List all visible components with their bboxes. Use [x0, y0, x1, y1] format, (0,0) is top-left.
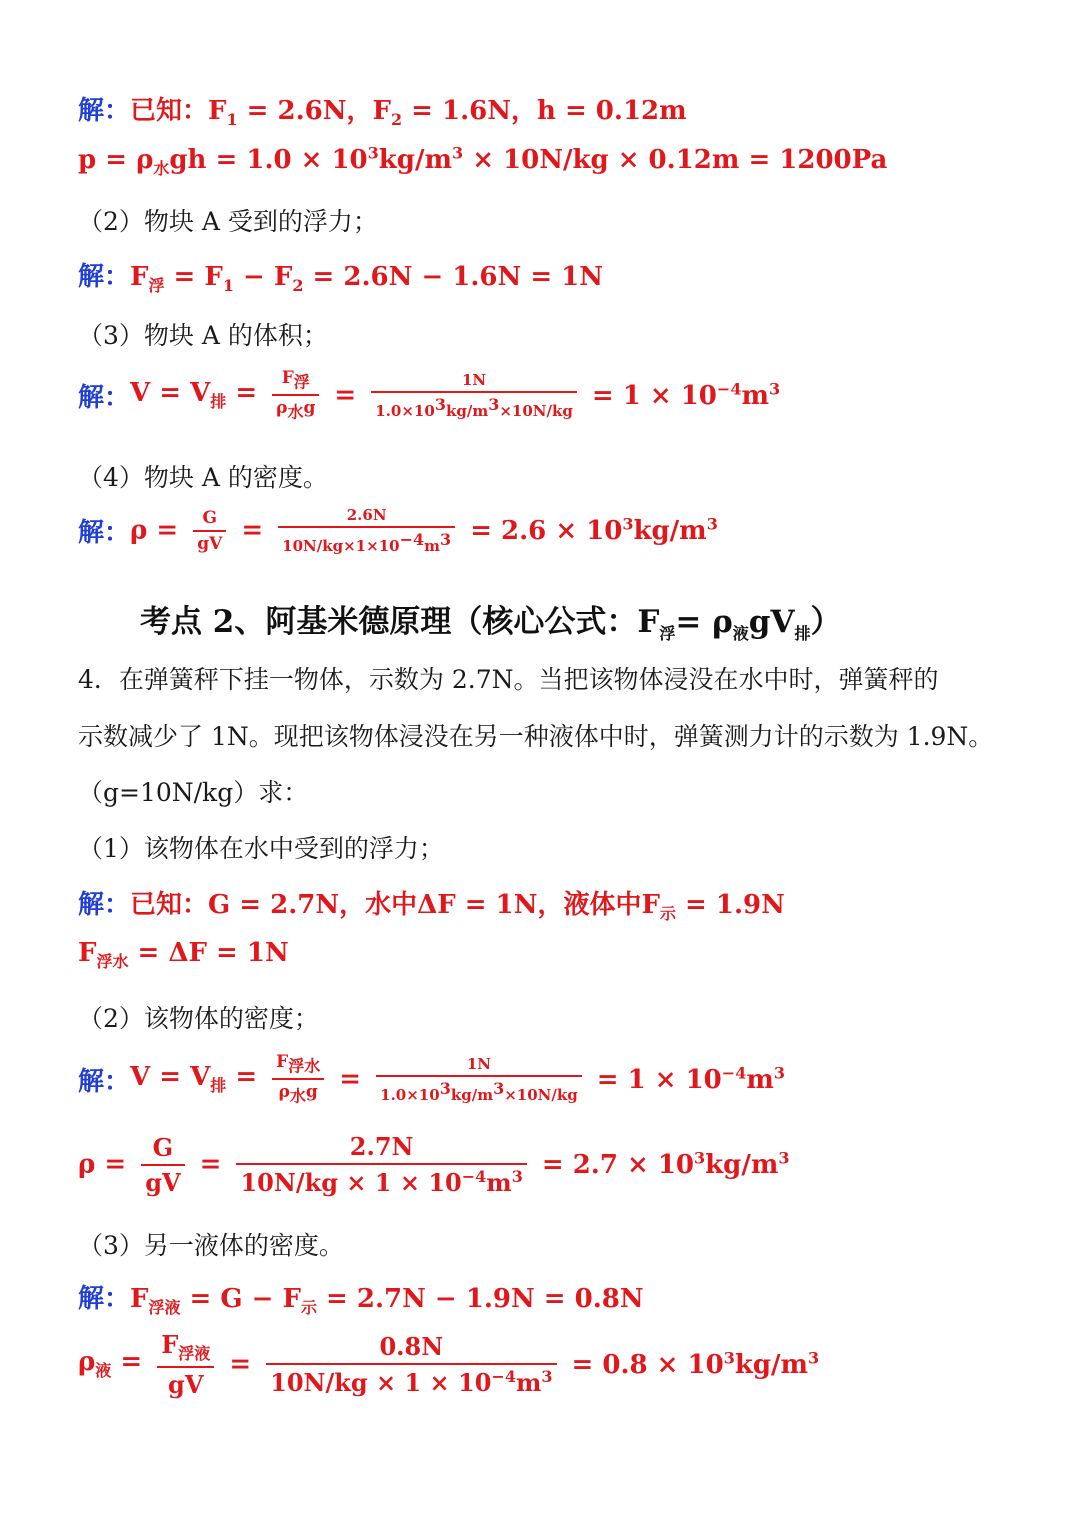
question-4-1: （1）该物体在水中受到的浮力； — [78, 834, 444, 863]
volume-formula: 解：$V = V_排$ = $\frac{F_浮}{\rho_水g}$ = $\frac{1N}{1.0\times 10^3kg/m^3\times 10N/kg}$ = $1 \times 10^{-4}m^3$ — [78, 368, 781, 422]
density-formula: 解：ρ = $\frac{G}{gV}$ = $\frac{2.6N}{10N/kg\times 1\times 10^{-4}m^3}$ = $2.6 \times 10^3kg/m^3$ — [78, 506, 718, 555]
density-formula-4: ρ = $\frac{G}{gV}$ = $\frac{2.7N}{10N/kg \times 1 \times 10^{-4}m^3}$ = $2.7 \times 10^3kg/m^3$ — [78, 1132, 790, 1197]
question-4: （4）物块 A 的密度。 — [78, 463, 328, 492]
pressure-formula: $p = \rho_水gh = 1.0 \times 10^3kg/m^3 \times 10N/kg \times 0.12m = 1200Pa$ — [78, 143, 888, 178]
buoyancy-liquid: 解：$F_{浮液} = G - F_示 = 2.7N - 1.9N = 0.8N$ — [78, 1284, 644, 1318]
fraction-f-over-rho-g: $\frac{F_浮}{\rho_水g}$ — [272, 368, 319, 423]
problem-4-line-3: （g=10N/kg）求： — [78, 778, 309, 807]
question-2: （2）物块 A 受到的浮力； — [78, 207, 378, 236]
buoyancy-water: $F_{浮水} = \Delta F = 1N$ — [78, 938, 289, 972]
fraction-f-over-gv: $\frac{F_{浮液}}{gV}$ — [157, 1330, 214, 1399]
section-heading: 考点 2、阿基米德原理（核心公式：$F_浮= \rho_液gV_排$） — [140, 604, 842, 644]
volume-formula-4: 解：$V = V_排$ = $\frac{F_{浮水}}{\rho_水g}$ = $\frac{1N}{1.0\times 10^3kg/m^3\times 10N/kg}$ = $1 \times 10^{-4}m^3$ — [78, 1052, 785, 1106]
fraction-1n-4: $\frac{1N}{1.0\times 10^3kg/m^3\times 10N/kg}$ — [376, 1055, 582, 1104]
problem-4-line-2: 示数减少了 1N。现把该物体浸没在另一种液体中时，弹簧测力计的示数为 1.9N。 — [78, 722, 994, 751]
problem-4-line-1: 4．在弹簧秤下挂一物体，示数为 2.7N。当把该物体浸没在水中时，弹簧秤的 — [78, 665, 939, 694]
fraction-0-8n: $\frac{0.8N}{10N/kg \times 1 \times 10^{-4}m^3}$ — [266, 1332, 556, 1397]
question-4-3: （3）另一液体的密度。 — [78, 1231, 344, 1260]
solution-line-1 — [78, 90, 687, 129]
solution-label: 解： — [78, 96, 131, 126]
fraction-1n: $\frac{1N}{1.0\times 10^3kg/m^3\times 10N/kg}$ — [371, 371, 577, 420]
fraction-g-over-gv-4: $\frac{G}{gV}$ — [141, 1133, 184, 1197]
question-4-2: （2）该物体的密度； — [78, 1004, 319, 1033]
fraction-2-7n: $\frac{2.7N}{10N/kg \times 1 \times 10^{-4}m^3}$ — [236, 1132, 526, 1197]
fraction-g-over-gv: $\frac{G}{gV}$ — [193, 508, 226, 554]
question-3: （3）物块 A 的体积； — [78, 321, 328, 350]
given-values: 已知：$F_1 = 2.6N$，$F_2 = 1.6N$，h = 0.12m — [130, 96, 687, 130]
given-values-4: 解：已知：G = 2.7N，水中ΔF = 1N，液体中$F_示 = 1.9N$ — [78, 890, 785, 924]
fraction-2-6n: $\frac{2.6N}{10N/kg\times 1\times 10^{-4}m^3}$ — [278, 506, 455, 555]
buoyancy-formula: 解：$F_浮 = F_1 - F_2 = 2.6N - 1.6N = 1N$ — [78, 262, 604, 296]
fraction-f-over-rho-g-4: $\frac{F_{浮水}}{\rho_水g}$ — [272, 1052, 324, 1107]
density-liquid-formula: $\rho_液$ = $\frac{F_{浮液}}{gV}$ = $\frac{0.8N}{10N/kg \times 1 \times 10^{-4}m^3}$ = $0.8 \times 10^3kg/m^3$ — [78, 1330, 820, 1399]
